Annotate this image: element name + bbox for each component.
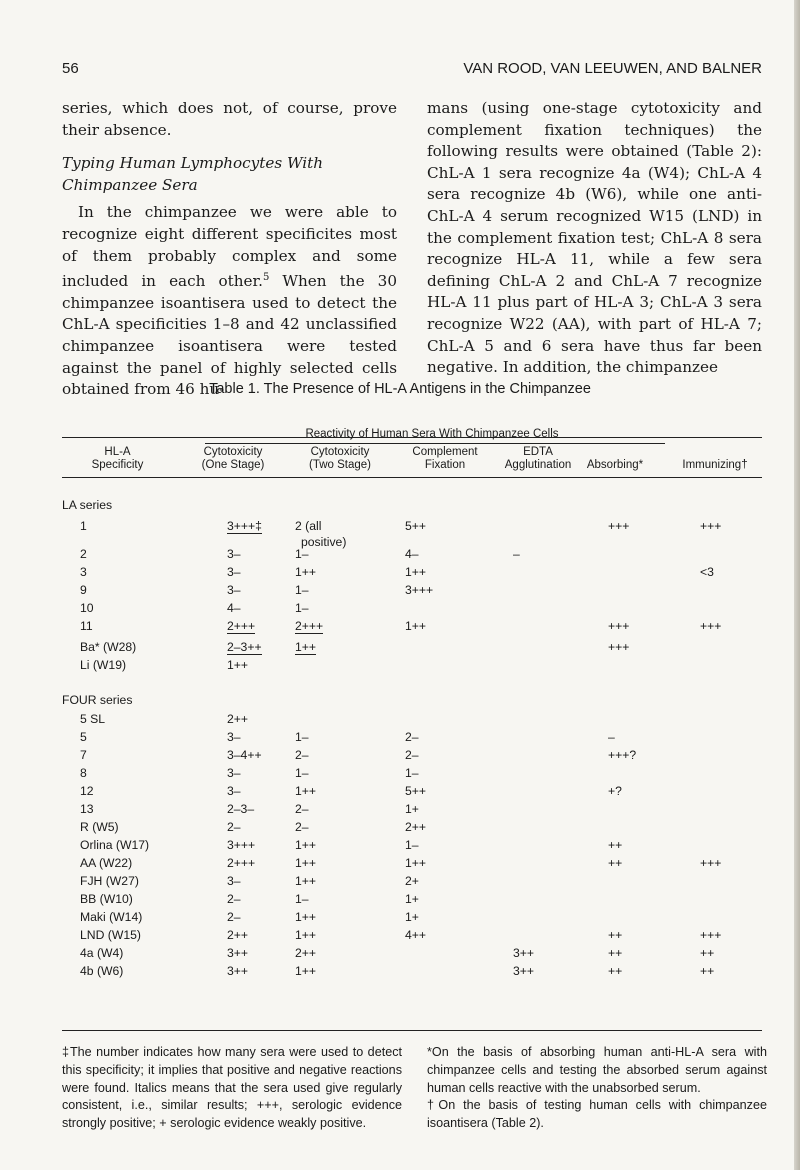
table-cell-c1: 3+++ — [227, 838, 256, 852]
table-cell-abs: ++ — [608, 964, 623, 978]
table-cell-c2: 1– — [295, 766, 309, 780]
table-cell-c2: 2+++ — [295, 619, 324, 633]
table-cell-c2: 2– — [295, 802, 309, 816]
table-cell-spec: 2 — [80, 547, 87, 561]
header-specificity: HL-A Specificity — [91, 446, 144, 471]
table-cell-abs: +++? — [608, 748, 637, 762]
table-cell-c2: 1++ — [295, 784, 317, 798]
table-cell-cf: 2– — [405, 730, 419, 744]
table-cell-abs: +? — [608, 784, 622, 798]
table-cell-c2: 1– — [295, 892, 309, 906]
table-cell-imm: +++ — [700, 619, 722, 633]
table-cell-c1: 2+++ — [227, 619, 256, 633]
table-cell-c1: 1++ — [227, 658, 249, 672]
running-head: VAN ROOD, VAN LEEUWEN, AND BALNER — [463, 60, 762, 77]
footnote-immunizing: †On the basis of testing human cells with chimpanzee isoantisera (Table 2). — [427, 1098, 767, 1131]
table-cell-c1: 3– — [227, 547, 241, 561]
table-cell-cf: 2– — [405, 748, 419, 762]
table-cell-c2: 1++ — [295, 640, 317, 654]
table-cell-cf: 1– — [405, 766, 419, 780]
section-title: Typing Human Lymphocytes With Chimpanzee Sera — [62, 154, 324, 194]
table-cell-spec: 5 SL — [80, 712, 106, 726]
table-cell-c2: 1– — [295, 583, 309, 597]
table-cell-c1: 3++ — [227, 964, 249, 978]
footnote-right — [427, 1044, 767, 1133]
table-cell-spec: 3 — [80, 565, 87, 579]
table-cell-c1: 2– — [227, 892, 241, 906]
table-cell-c1: 3–4++ — [227, 748, 262, 762]
table-cell-abs: – — [608, 730, 615, 744]
table-cell-c2: 1++ — [295, 565, 317, 579]
table-cell-c1: 3– — [227, 730, 241, 744]
footnote-absorbing: *On the basis of absorbing human anti-HL-A sera with chimpanzee cells and testing the absorbed serum against human cells reactive with the unabsorbed serum. — [427, 1045, 767, 1095]
table-cell-c1: 3– — [227, 784, 241, 798]
table-cell-abs: +++ — [608, 519, 630, 533]
paragraph-1: series, which does not, of course, prove their absence. — [62, 99, 397, 139]
page-edge — [794, 0, 800, 1170]
table-cell-imm: +++ — [700, 928, 722, 942]
table-cell-spec: LND (W15) — [80, 928, 141, 942]
table-cell-c1: 3+++‡ — [227, 519, 262, 533]
table-cell-c1: 4– — [227, 601, 241, 615]
table-cell-spec: Maki (W14) — [80, 910, 143, 924]
table-cell-cf: 5++ — [405, 784, 427, 798]
left-column — [62, 98, 397, 401]
table-cell-abs: ++ — [608, 928, 623, 942]
table-cell-c2: 1++ — [295, 856, 317, 870]
table-cell-edta: 3++ — [513, 964, 535, 978]
table-cell-c1: 2–3– — [227, 802, 255, 816]
table-cell-c1: 2–3++ — [227, 640, 262, 654]
table-spanner: Reactivity of Human Sera With Chimpanzee Cells — [305, 428, 559, 440]
table-cell-c2: 1++ — [295, 874, 317, 888]
header-absorbing: Absorbing* — [586, 459, 644, 471]
table-cell-imm: ++ — [700, 964, 715, 978]
table-cell-cf: 1+ — [405, 802, 419, 816]
header-complement: Complement Fixation — [412, 446, 478, 471]
table-cell-cf: 5++ — [405, 519, 427, 533]
table-cell-spec: 4b (W6) — [80, 964, 124, 978]
table-cell-c2: 1– — [295, 730, 309, 744]
table-cell-cf: 4– — [405, 547, 419, 561]
header-cyto-one: Cytotoxicity (One Stage) — [201, 446, 265, 471]
table-cell-c1: 3++ — [227, 946, 249, 960]
table-cell-c2: 2 (all — [295, 519, 322, 533]
table-cell-spec: Ba* (W28) — [80, 640, 137, 654]
table-cell-spec: Orlina (W17) — [80, 838, 150, 852]
table-cell-c2: 2– — [295, 748, 309, 762]
header-cyto-two: Cytotoxicity (Two Stage) — [309, 446, 371, 471]
table-cell-c2: 1++ — [295, 928, 317, 942]
table-cell-c1: 3– — [227, 766, 241, 780]
footnote-left — [62, 1044, 402, 1133]
table-cell-c2: 2++ — [295, 946, 317, 960]
header-immunizing: Immunizing† — [682, 459, 748, 471]
table-cell-spec: 1 — [80, 519, 87, 533]
table-cell-spec: R (W5) — [80, 820, 119, 834]
table-cell-edta: – — [513, 547, 520, 561]
table-cell-abs: +++ — [608, 640, 630, 654]
table-cell-spec: 7 — [80, 748, 87, 762]
table-cell-c1: 2– — [227, 820, 241, 834]
table-cell-cf: 1+ — [405, 910, 419, 924]
table-cell-spec: 12 — [80, 784, 94, 798]
spanner-rule — [205, 443, 665, 444]
table-cell-c2: 1++ — [295, 838, 317, 852]
footnote-italics: ‡The number indicates how many sera were used to detect this specificity; it implies that positive and negative reactions were found. Italics means that the sera used give regularly consistent, i.e., similar results; +++, serologic evidence strongly positive; + serologic evidence weakly positive. — [62, 1045, 402, 1131]
table-cell-cf: 3+++ — [405, 583, 434, 597]
table-cell-imm: +++ — [700, 856, 722, 870]
table-cell-c2: 2– — [295, 820, 309, 834]
table-caption: Table 1. The Presence of HL-A Antigens in the Chimpanzee — [209, 381, 591, 397]
table-cell-spec: 11 — [80, 619, 93, 633]
group-label-four: FOUR series — [62, 693, 133, 707]
table-cell-spec: BB (W10) — [80, 892, 133, 906]
table-cell-cf: 4++ — [405, 928, 427, 942]
table-cell-abs: ++ — [608, 946, 623, 960]
table-cell-cf: 1– — [405, 838, 419, 852]
right-column — [427, 98, 762, 379]
table-cell-c2: 1++ — [295, 964, 317, 978]
table-cell-imm: <3 — [700, 565, 714, 579]
table-cell-cf: 1++ — [405, 619, 427, 633]
table-cell-spec: FJH (W27) — [80, 874, 139, 888]
table-cell-c1: 2++ — [227, 928, 249, 942]
table-cell-imm: +++ — [700, 519, 722, 533]
table-cell-cf: 2++ — [405, 820, 427, 834]
table-cell-edta: 3++ — [513, 946, 535, 960]
table-cell-c1: 2– — [227, 910, 241, 924]
table-cell-cf: 1++ — [405, 856, 427, 870]
table-bottom-rule — [62, 1030, 762, 1031]
table-cell-abs: ++ — [608, 856, 623, 870]
group-label-la: LA series — [62, 498, 113, 512]
table-cell-spec: 4a (W4) — [80, 946, 124, 960]
table-cell-c1: 2+++ — [227, 856, 256, 870]
table-cell-cf: 1+ — [405, 892, 419, 906]
table-cell-spec: 9 — [80, 583, 87, 597]
table-cell-c2: 1– — [295, 601, 309, 615]
header-bottom-rule — [62, 477, 762, 478]
page-number: 56 — [62, 60, 79, 77]
table-cell-c2: 1++ — [295, 910, 317, 924]
table-cell-imm: ++ — [700, 946, 715, 960]
header-edta: EDTA Agglutination — [504, 446, 572, 471]
table-cell-abs: ++ — [608, 838, 623, 852]
table-cell-spec: 10 — [80, 601, 94, 615]
table-cell-c2: 1– — [295, 547, 309, 561]
table-cell-abs: +++ — [608, 619, 630, 633]
paragraph-2: In the chimpanzee we were able to recognize eight different specificites most of them probably complex and some included in each other.$^5$ When the 30 chimpanzee isoantisera used to detect the ChL-A specificities 1–8 and 42 unclassified chimpanzee isoantisera were tested against the panel of highly selected cells obtained from 46 hu- — [62, 203, 397, 399]
table-cell-spec: 13 — [80, 802, 94, 816]
table-cell-c1: 2++ — [227, 712, 249, 726]
table-cell-cf: 1++ — [405, 565, 427, 579]
paragraph-3: mans (using one-stage cytotoxicity and complement fixation techniques) the following results were obtained (Table 2): ChL-A 1 sera recognize 4a (W4); ChL-A 4 sera recognize 4b (W6), while one anti-ChL-A 4 serum recognized W15 (LND) in the complement fixation test; ChL-A 8 sera recognize HL-A 11, while a few sera defining ChL-A 2 and ChL-A 7 recognize HL-A 11 plus part of HL-A 3; ChL-A 3 sera recognize W22 (AA), with part of HL-A 7; ChL-A 5 and 6 sera have thus far been negative. In addition, the chimpanzee — [427, 99, 762, 377]
table-cell-c2-continued: positive) — [301, 535, 347, 549]
table-cell-spec: 8 — [80, 766, 87, 780]
table-cell-c1: 3– — [227, 874, 241, 888]
table-cell-c1: 3– — [227, 583, 241, 597]
table-cell-spec: Li (W19) — [80, 658, 127, 672]
table-cell-cf: 2+ — [405, 874, 419, 888]
table-cell-spec: AA (W22) — [80, 856, 133, 870]
table-cell-spec: 5 — [80, 730, 87, 744]
table-cell-c1: 3– — [227, 565, 241, 579]
